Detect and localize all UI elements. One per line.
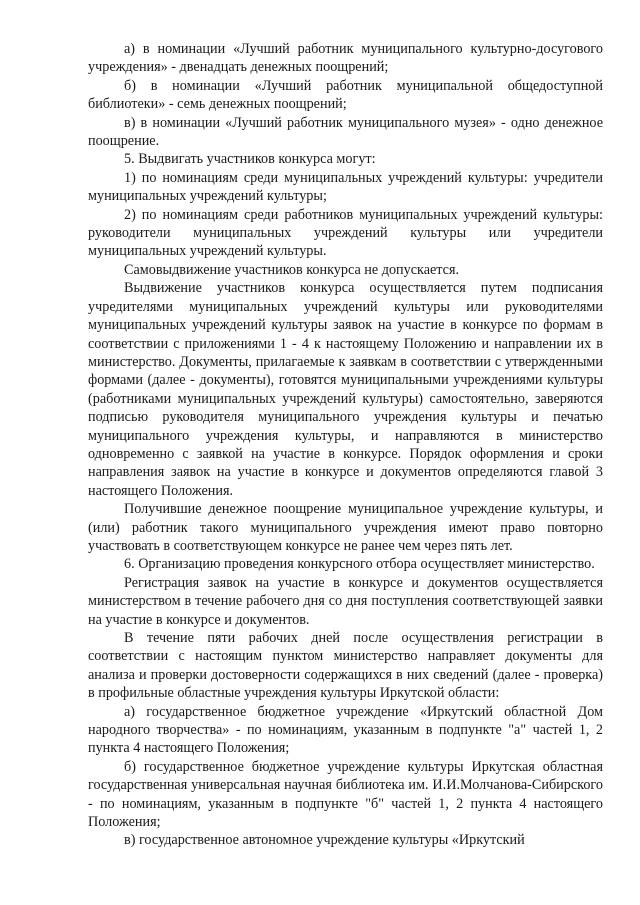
paragraph-verifier-b: б) государственное бюджетное учреждение культуры Иркутская областная государственная универсальная научная библиотека им. И.И.Молчанова-Сибирского - по номинациям, указанным в подпункте "б" частей 1, 2 пункта 4 настоящего Положения; (88, 758, 603, 831)
document-page (88, 40, 603, 850)
paragraph-repeat-participation: Получившие денежное поощрение муниципальное учреждение культуры, и (или) работник такого муниципального учреждения имеют право повторно участвовать в соответствующем конкурсе не ранее чем через пять лет. (88, 501, 603, 554)
paragraph-clause-5-item-1: 1) по номинациям среди муниципальных учреждений культуры: учредители муниципальных учреждений культуры; (88, 169, 603, 205)
paragraph-verifier-a: а) государственное бюджетное учреждение «Иркутский областной Дом народного творчества» - по номинациям, указанным в подпункте "а" частей 1, 2 пункта 4 настоящего Положения; (88, 703, 603, 757)
paragraph-verifier-v: в) государственное автономное учреждение культуры «Иркутский (124, 832, 525, 849)
paragraph-item-b-library: б) в номинации «Лучший работник муниципальной общедоступной библиотеки» - семь денежных поощрений; (88, 77, 603, 113)
paragraph-self-nomination: Самовыдвижение участников конкурса не допускается. (124, 261, 460, 278)
paragraph-clause-5-heading: 5. Выдвигать участников конкурса могут: (124, 151, 376, 168)
paragraph-item-a-cultural-leisure: а) в номинации «Лучший работник муниципального культурно-досугового учреждения» - двенадцать денежных поощрений; (88, 41, 603, 76)
paragraph-registration: Регистрация заявок на участие в конкурсе и документов осуществляется министерством в течение рабочего дня со дня поступления соответствующей заявки на участие в конкурсе и документов. (88, 574, 603, 628)
paragraph-verification: В течение пяти рабочих дней после осуществления регистрации в соответствии с настоящим пунктом министерство направляет документы для анализа и проверки достоверности содержащихся в них сведений (далее - проверка) в профильные областные учреждения культуры Иркутской области: (88, 630, 603, 702)
paragraph-clause-5-item-2: 2) по номинациям среди работников муниципальных учреждений культуры: руководители муниципальных учреждений культуры или учредители муниципальных учреждений культуры. (88, 206, 603, 260)
paragraph-item-v-museum: в) в номинации «Лучший работник муниципального музея» - одно денежное поощрение. (88, 114, 603, 150)
paragraph-clause-6: 6. Организацию проведения конкурсного отбора осуществляет министерство. (124, 556, 595, 573)
paragraph-nomination-procedure: Выдвижение участников конкурса осуществляется путем подписания учредителями муниципальных учреждений культуры или руководителями муниципальных учреждений культуры заявок на участие в конкурсе по формам в соответствии с приложениями 1 - 4 к настоящему Положению и направлении их в министерство. Документы, прилагаемые к заявкам в соответствии с утвержденными формами (далее - документы), готовятся муниципальными учреждениями культуры (работниками муниципальных учреждений культуры) самостоятельно, заверяются подписью руководителя муниципального учреждения культуры и печатью муниципального учреждения культуры, и направляются в министерство одновременно с заявкой на участие в конкурсе. Порядок оформления и сроки направления заявок на участие в конкурсе и документов определяются главой 3 настоящего Положения. (88, 280, 603, 499)
